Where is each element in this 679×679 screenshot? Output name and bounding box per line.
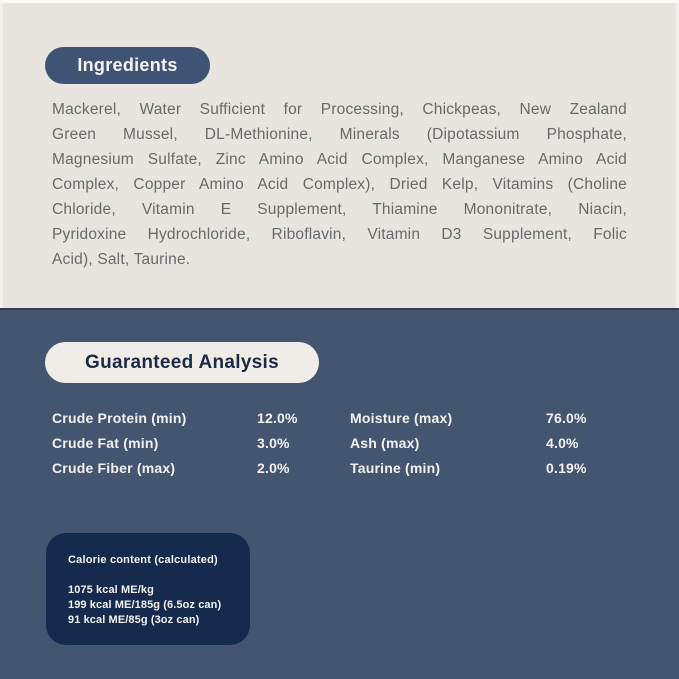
nutrient-value: 3.0% [257, 435, 290, 452]
ingredients-line: Chloride, Vitamin E Supplement, Thiamine Mononitrate, Niacin, [52, 201, 627, 218]
nutrient-label: Moisture (max) [350, 410, 453, 427]
nutrient-label: Crude Fat (min) [52, 435, 159, 452]
ingredients-heading-pill [45, 47, 210, 84]
nutrient-label: Ash (max) [350, 435, 420, 452]
nutrient-value: 2.0% [257, 459, 290, 476]
ingredients-line: Complex, Copper Amino Acid Complex), Dried Kelp, Vitamins (Choline [52, 176, 627, 193]
ingredients-line: Acid), Salt, Taurine. [52, 251, 191, 268]
calorie-line: 1075 kcal ME/kg [68, 584, 154, 596]
calorie-content-title: Calorie content (calculated) [68, 554, 218, 566]
nutrient-value: 4.0% [546, 435, 579, 452]
table-row [52, 406, 647, 431]
ingredients-line: Green Mussel, DL-Methionine, Minerals (Dipotassium Phosphate, [52, 126, 627, 143]
calorie-content-lines [68, 583, 221, 628]
nutrient-label: Taurine (min) [350, 459, 441, 476]
guaranteed-analysis-table [52, 406, 647, 480]
guaranteed-analysis-heading-label: Guaranteed Analysis [84, 351, 279, 373]
nutrient-label: Crude Fiber (max) [52, 459, 176, 476]
table-row [52, 455, 647, 480]
ingredients-line: Mackerel, Water Sufficient for Processing, Chickpeas, New Zealand [52, 101, 627, 118]
calorie-line: 199 kcal ME/185g (6.5oz can) [68, 599, 222, 611]
table-row [52, 431, 647, 456]
nutrient-label: Crude Protein (min) [52, 410, 187, 427]
nutrient-value: 12.0% [257, 410, 298, 427]
guaranteed-analysis-heading-pill [45, 342, 319, 383]
calorie-content-box [46, 533, 250, 645]
ingredients-paragraph [52, 97, 627, 272]
ingredients-line: Pyridoxine Hydrochloride, Riboflavin, Vitamin D3 Supplement, Folic [52, 226, 627, 243]
ingredients-heading-label: Ingredients [77, 55, 178, 75]
nutrient-value: 0.19% [546, 459, 587, 476]
calorie-line: 91 kcal ME/85g (3oz can) [68, 614, 200, 626]
ingredients-line: Magnesium Sulfate, Zinc Amino Acid Complex, Manganese Amino Acid [52, 151, 627, 168]
nutrient-value: 76.0% [546, 410, 587, 427]
